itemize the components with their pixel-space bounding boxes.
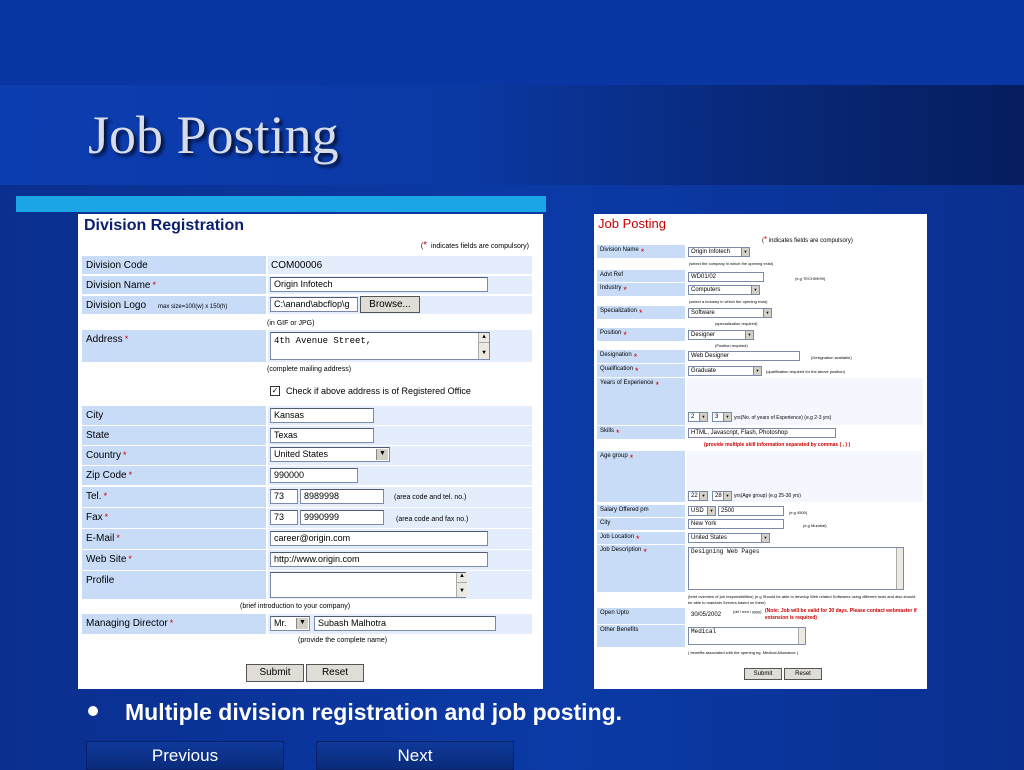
director-title-select[interactable] xyxy=(270,616,310,631)
label-fax: Fax xyxy=(86,512,103,523)
country-value: United States xyxy=(274,449,329,459)
tel-hint: (area code and tel. no.) xyxy=(394,494,467,501)
logo-size-hint: max size=100(w) x 150(h) xyxy=(158,304,228,310)
fax-number-input[interactable]: 9990999 xyxy=(300,510,384,525)
reset-button[interactable]: Reset xyxy=(306,664,364,682)
form-title: Division Registration xyxy=(84,217,245,234)
director-title-value: Mr. xyxy=(274,618,287,628)
experience-to-select[interactable]: 3 ▼ xyxy=(712,412,732,422)
profile-textarea[interactable] xyxy=(270,572,466,598)
fax-hint: (area code and fax no.) xyxy=(396,516,469,523)
profile-scrollbar[interactable]: ▲ ▼ xyxy=(456,573,467,597)
age-to-select[interactable]: 28 ▼ xyxy=(712,491,732,501)
job-label-advt-ref: Advt Ref xyxy=(597,270,685,282)
job-row-skills: Skills * HTML, Javascript, Flash, Photoshop xyxy=(597,426,923,439)
experience-from-select[interactable]: 2 ▼ xyxy=(688,412,708,422)
benefits-hint: ( benefits associated with the opening eg. Medical Allowance ) xyxy=(688,650,799,655)
advt-ref-input[interactable]: WD01/02 xyxy=(688,272,764,282)
label-city: City xyxy=(82,406,266,425)
job-posting-form xyxy=(594,214,927,689)
chevron-down-icon: ▼ xyxy=(761,534,769,542)
address-value: 4th Avenue Street, xyxy=(274,336,372,346)
job-row-open-upto: Open Upto 30/05/2002 (dd / mm / yyyy) (Note: Job will be valid for 30 days. Please contact webmaster if extension is required) xyxy=(597,608,923,624)
address-hint: (complete mailing address) xyxy=(267,366,352,373)
registered-office-label: Check if above address is of Registered Office xyxy=(286,386,471,396)
label-country: Country xyxy=(86,450,122,461)
job-row-specialization: Specialization * Software ▼ xyxy=(597,306,923,319)
specialization-hint: (specialization required) xyxy=(715,321,758,326)
row-director: Managing Director * Mr. ▼ Subash Malhotra xyxy=(82,614,532,634)
job-city-input[interactable]: New York xyxy=(688,519,784,529)
industry-select[interactable]: Computers ▼ xyxy=(688,285,760,295)
tel-number-input[interactable]: 8989998 xyxy=(300,489,384,504)
designation-input[interactable]: Web Designer xyxy=(688,351,800,361)
job-row-division-name: Division Name * Origin Infotech ▼ xyxy=(597,245,923,258)
skills-input[interactable]: HTML, Javascript, Flash, Photoshop xyxy=(688,428,836,438)
job-row-experience: Years of Experience * 2 ▼ 3 ▼ yrs(No. of years of Experience) (e.g 2-3 yrs) xyxy=(597,378,923,425)
label-profile: Profile xyxy=(82,571,266,599)
profile-hint: (brief introduction to your company) xyxy=(240,603,351,610)
division-code-value: COM00006 xyxy=(271,260,323,271)
address-scrollbar[interactable]: ▲ ▼ xyxy=(478,333,489,359)
next-button[interactable]: Next xyxy=(316,741,514,770)
label-division-code: Division Code xyxy=(82,256,266,274)
industry-hint: (select a industry in which the opening exist) xyxy=(689,299,768,304)
tel-area-input[interactable]: 73 xyxy=(270,489,298,504)
job-location-select[interactable]: United States ▼ xyxy=(688,533,770,543)
row-address: Address * 4th Avenue Street, ▲ ▼ xyxy=(82,330,532,362)
position-hint: (Position required) xyxy=(715,343,748,348)
job-submit-button[interactable]: Submit xyxy=(744,668,782,680)
chevron-down-icon: ▼ xyxy=(376,449,388,460)
logo-format-hint: (in GIF or JPG) xyxy=(267,320,315,327)
browse-button[interactable]: Browse... xyxy=(360,296,420,313)
job-division-select[interactable]: Origin Infotech ▼ xyxy=(688,247,750,257)
slide-top-band xyxy=(0,0,1024,85)
open-upto-hint: (Note: Job will be valid for 30 days. Please contact webmaster if extension is required) xyxy=(765,608,917,621)
director-name-input[interactable]: Subash Malhotra xyxy=(314,616,496,631)
description-hint: (brief overview of job responsibilities) (e.g Should be able to develop Web related Softwares using different tools and also should be able to maintain Servers based on them) xyxy=(688,594,916,605)
chevron-down-icon: ▼ xyxy=(763,309,771,317)
chevron-down-icon: ▼ xyxy=(753,367,761,375)
zip-input[interactable]: 990000 xyxy=(270,468,358,483)
job-label-benefits: Other Benefits xyxy=(597,625,685,647)
salary-input[interactable]: 2500 xyxy=(718,506,784,516)
chevron-down-icon: ▼ xyxy=(296,618,308,629)
job-row-position: Position * Designer ▼ xyxy=(597,328,923,341)
job-row-qualification: Qualification * Graduate ▼ (qualification required for the above position) xyxy=(597,364,923,377)
job-row-city: City New York (e.g Mumbai) xyxy=(597,518,923,530)
address-textarea[interactable] xyxy=(270,332,490,360)
slide-title: Job Posting xyxy=(88,105,339,165)
qualification-select[interactable]: Graduate ▼ xyxy=(688,366,762,376)
job-description-textarea[interactable]: Designing Web Pages xyxy=(688,547,904,590)
slide-title-shade xyxy=(470,85,1024,185)
fax-area-input[interactable]: 73 xyxy=(270,510,298,525)
job-division-hint: (select the company in which the opening exist) xyxy=(689,261,774,266)
director-hint: (provide the complete name) xyxy=(298,637,388,644)
job-row-designation: Designation * Web Designer (Designation available) xyxy=(597,350,923,363)
label-website: Web Site xyxy=(86,554,127,565)
chevron-down-icon: ▼ xyxy=(745,331,753,339)
bullet-text: Multiple division registration and job posting. xyxy=(125,699,623,725)
bullet-icon xyxy=(88,706,98,716)
row-division-name: Division Name * Origin Infotech xyxy=(82,276,532,294)
row-country: Country * United States ▼ xyxy=(82,446,532,465)
label-division-name: Division Name xyxy=(86,280,151,291)
job-form-title: Job Posting xyxy=(598,216,666,231)
division-logo-input[interactable]: C:\anand\abcflop\g xyxy=(270,297,358,312)
label-tel: Tel. xyxy=(86,491,102,502)
label-director: Managing Director xyxy=(86,618,168,629)
job-row-benefits xyxy=(597,625,923,647)
division-registration-form xyxy=(78,214,543,689)
label-address: Address xyxy=(86,334,123,345)
job-label-open-upto: Open Upto xyxy=(597,608,685,624)
skills-hint: (provide multiple skill information separated by commas ( , ) ) xyxy=(704,442,851,448)
job-compulsory-note: (* indicates fields are compulsory) xyxy=(762,235,853,244)
row-zip: Zip Code * 990000 xyxy=(82,466,532,485)
open-upto-value: 30/05/2002 xyxy=(691,612,722,618)
previous-button[interactable]: Previous xyxy=(86,741,284,770)
row-email: E-Mail * career@origin.com xyxy=(82,529,532,549)
job-row-industry: Industry * Computers ▼ xyxy=(597,283,923,296)
job-label-salary: Salary Offered pm xyxy=(597,505,685,517)
row-division-code xyxy=(82,256,532,274)
row-division-logo xyxy=(82,296,532,314)
label-division-logo: Division Logo xyxy=(86,300,147,311)
country-select[interactable] xyxy=(270,447,390,462)
division-name-input[interactable]: Origin Infotech xyxy=(270,277,488,292)
compulsory-note: (* indicates fields are compulsory) xyxy=(420,240,529,251)
currency-select[interactable]: USD ▼ xyxy=(688,506,716,516)
job-row-location: Job Location * United States ▼ xyxy=(597,532,923,544)
chevron-down-icon: ▼ xyxy=(741,248,749,256)
position-select[interactable]: Designer ▼ xyxy=(688,330,754,340)
job-row-description: Job Description * Designing Web Pages xyxy=(597,545,923,592)
job-row-age-group: Age group * 22 ▼ 28 ▼ yrs(Age group) (e.g 25-30 yrs) xyxy=(597,451,923,502)
job-label-city: City xyxy=(597,518,685,530)
job-reset-button[interactable]: Reset xyxy=(784,668,822,680)
state-input[interactable]: Texas xyxy=(270,428,374,443)
label-email: E-Mail xyxy=(86,533,115,544)
row-fax: Fax * 73 9990999 (area code and fax no.) xyxy=(82,508,532,528)
chevron-down-icon: ▼ xyxy=(751,286,759,294)
label-zip: Zip Code xyxy=(86,470,127,481)
job-label-division-name: Division Name xyxy=(600,247,639,253)
benefits-textarea[interactable]: Medical xyxy=(688,627,806,645)
row-profile xyxy=(82,571,532,599)
row-tel: Tel. * 73 8989998 (area code and tel. no.) xyxy=(82,487,532,507)
email-input[interactable]: career@origin.com xyxy=(270,531,488,546)
row-city xyxy=(82,406,532,425)
label-state: State xyxy=(82,426,266,445)
age-from-select[interactable]: 22 ▼ xyxy=(688,491,708,501)
row-state xyxy=(82,426,532,445)
row-website: Web Site * http://www.origin.com xyxy=(82,550,532,570)
job-row-salary: Salary Offered pm USD ▼ 2500 (e.g 4500) xyxy=(597,505,923,517)
description-scrollbar[interactable] xyxy=(896,548,903,589)
accent-bar xyxy=(16,196,546,212)
job-row-advt-ref: Advt Ref WD01/02 (e.g TECH09/99) xyxy=(597,270,923,282)
website-input[interactable]: http://www.origin.com xyxy=(270,552,488,567)
registered-office-checkbox[interactable]: ✓ xyxy=(271,386,279,395)
specialization-select[interactable]: Software ▼ xyxy=(688,308,772,318)
submit-button[interactable]: Submit xyxy=(246,664,304,682)
city-input[interactable]: Kansas xyxy=(270,408,374,423)
